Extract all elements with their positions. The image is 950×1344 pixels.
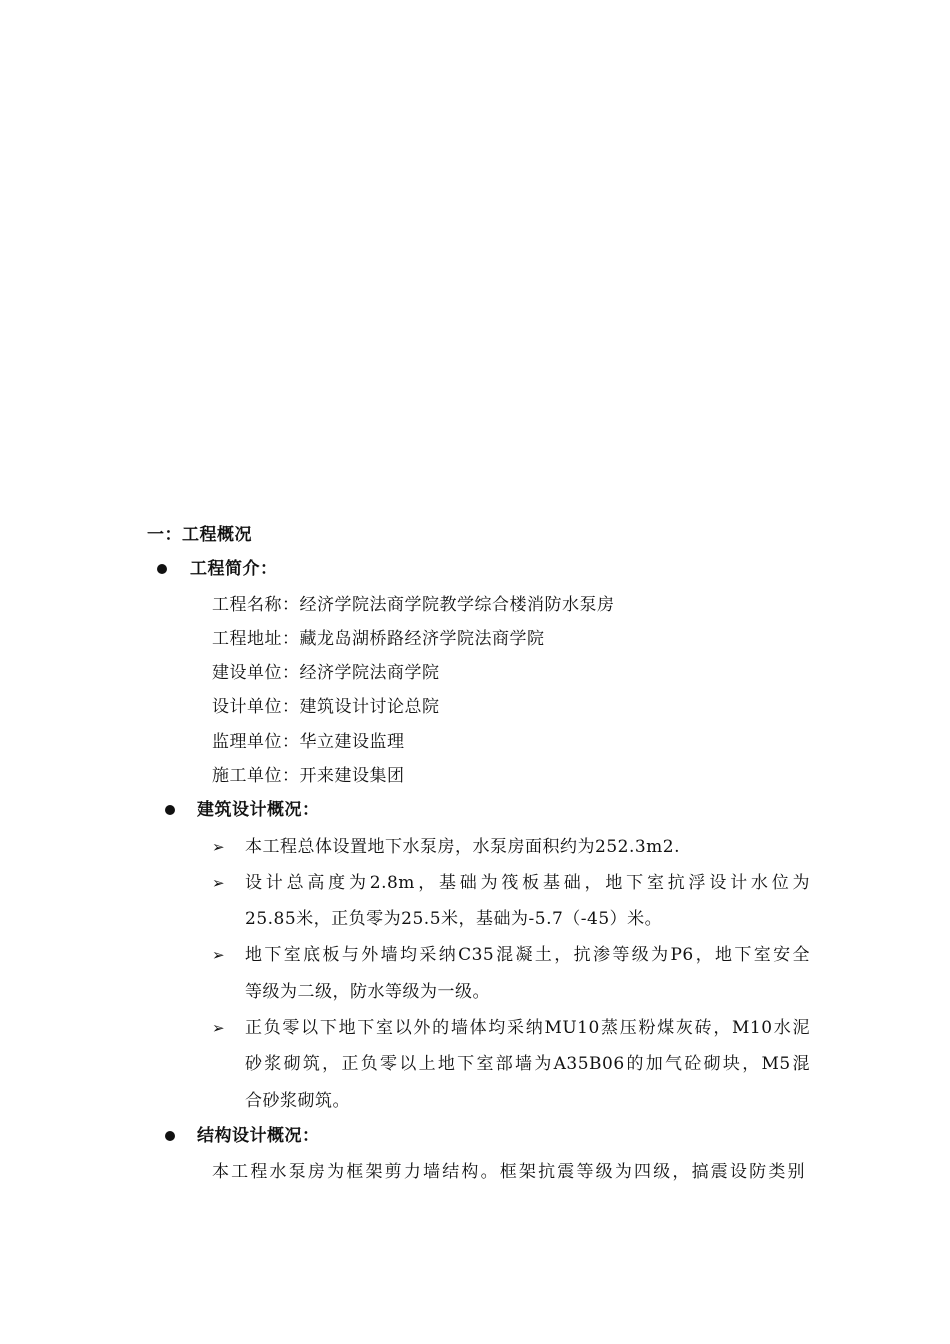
section-heading: 一：工程概况: [147, 525, 252, 545]
intro-item-contractor: 施工单位：开来建设集团: [212, 766, 405, 786]
intro-title: 工程简介：: [190, 559, 278, 579]
architecture-point-2-line-1: 设计总高度为2.8m，基础为筏板基础，地下室抗浮设计水位为: [245, 873, 810, 893]
architecture-title: 建筑设计概况：: [197, 800, 320, 820]
intro-item-owner: 建设单位：经济学院法商学院: [212, 663, 440, 683]
arrow-bullet-icon: ➢: [212, 1019, 225, 1037]
structure-text: 本工程水泵房为框架剪力墙结构。框架抗震等级为四级，搞震设防类别: [212, 1162, 805, 1182]
intro-item-project-address: 工程地址：藏龙岛湖桥路经济学院法商学院: [212, 629, 545, 649]
intro-item-supervisor: 监理单位：华立建设监理: [212, 732, 405, 752]
arrow-bullet-icon: ➢: [212, 874, 225, 892]
bullet-icon: [165, 805, 175, 815]
architecture-point-1-line-1: 本工程总体设置地下水泵房，水泵房面积约为252.3m2.: [245, 837, 681, 857]
architecture-point-3-line-1: 地下室底板与外墙均采纳C35混凝土，抗渗等级为P6，地下室安全: [245, 945, 810, 965]
structure-title: 结构设计概况：: [197, 1126, 320, 1146]
intro-item-project-name: 工程名称：经济学院法商学院教学综合楼消防水泵房: [212, 595, 615, 615]
bullet-icon: [165, 1131, 175, 1141]
architecture-point-4-line-2: 砂浆砌筑，正负零以上地下室部墙为A35B06的加气砼砌块，M5混: [245, 1054, 810, 1074]
architecture-point-4-line-1: 正负零以下地下室以外的墙体均采纳MU10蒸压粉煤灰砖，M10水泥: [245, 1018, 810, 1038]
architecture-point-4-line-3: 合砂浆砌筑。: [245, 1091, 350, 1111]
intro-item-designer: 设计单位：建筑设计讨论总院: [212, 697, 440, 717]
architecture-point-2-line-2: 25.85米，正负零为25.5米，基础为-5.7（-45）米。: [245, 909, 663, 929]
architecture-point-3-line-2: 等级为二级，防水等级为一级。: [245, 982, 490, 1002]
bullet-icon: [157, 564, 167, 574]
arrow-bullet-icon: ➢: [212, 838, 225, 856]
arrow-bullet-icon: ➢: [212, 946, 225, 964]
